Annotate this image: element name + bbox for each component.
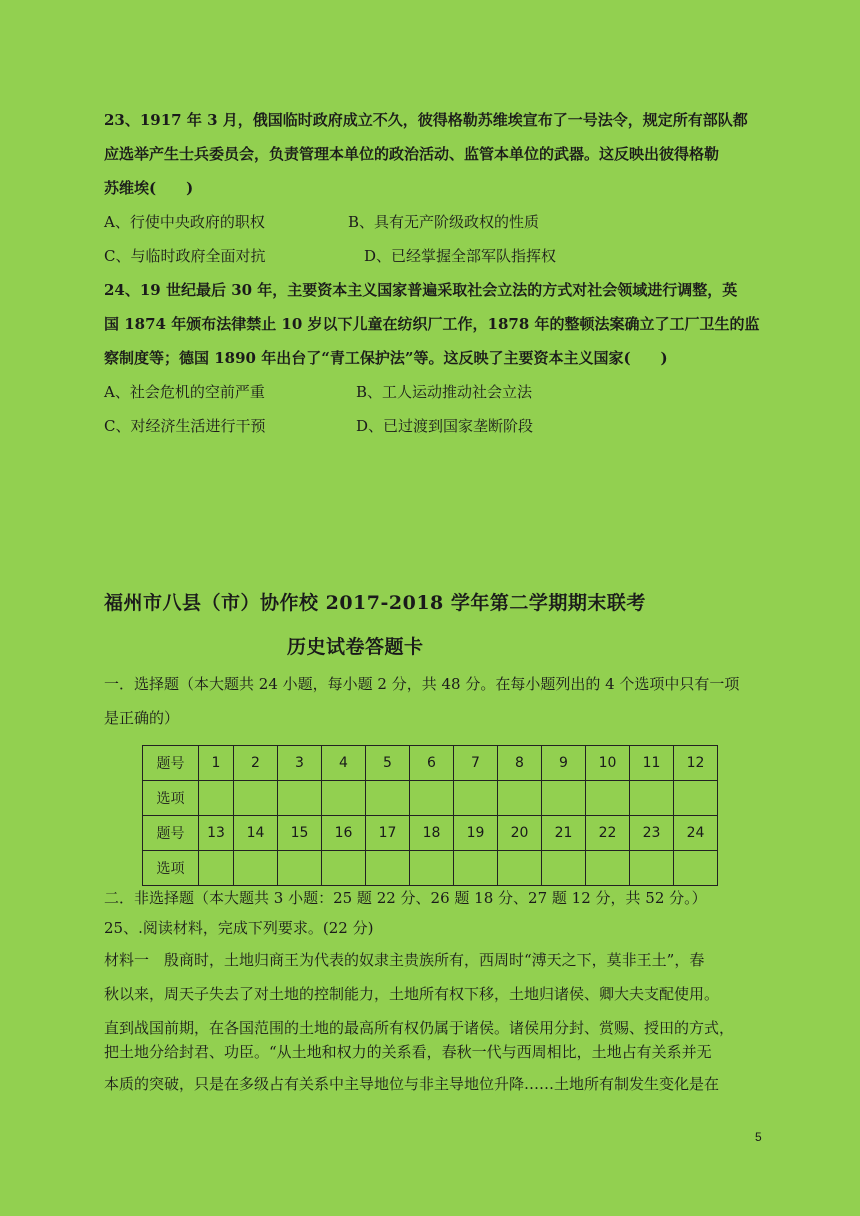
question-number: 4 — [322, 746, 366, 781]
answer-cell[interactable] — [410, 851, 454, 886]
question-number: 14 — [234, 816, 278, 851]
answer-cell[interactable] — [542, 851, 586, 886]
question-number: 10 — [586, 746, 630, 781]
material-line-1: 材料一 殷商时，土地归商王为代表的奴隶主贵族所有，西周时“溥天之下，莫非王土”，春 — [104, 951, 705, 969]
q24-line-2: 国 1874 年颁布法律禁止 10 岁以下儿童在纺织厂工作，1878 年的整顿法案确立了工厂卫生的监 — [104, 315, 760, 333]
answer-row-1 — [143, 781, 718, 816]
question-number: 18 — [410, 816, 454, 851]
number-row-1 — [143, 746, 718, 781]
number-row-2 — [143, 816, 718, 851]
answer-cell[interactable] — [674, 851, 718, 886]
q24-option-c: C、对经济生活进行干预 — [104, 417, 266, 435]
answer-cell[interactable] — [674, 781, 718, 816]
answer-cell[interactable] — [199, 781, 234, 816]
answer-cell[interactable] — [322, 781, 366, 816]
q25-heading: 25、.阅读材料，完成下列要求。(22 分) — [104, 919, 374, 937]
answer-cell[interactable] — [234, 851, 278, 886]
answer-cell[interactable] — [234, 781, 278, 816]
answer-sheet-title: 福州市八县（市）协作校 2017-2018 学年第二学期期末联考 — [104, 592, 646, 614]
row-label: 题号 — [143, 746, 199, 781]
answer-cell[interactable] — [322, 851, 366, 886]
q24-option-b: B、工人运动推动社会立法 — [356, 383, 533, 401]
q23-line-3: 苏维埃( ) — [104, 179, 194, 197]
answer-cell[interactable] — [199, 851, 234, 886]
question-number: 23 — [630, 816, 674, 851]
answer-label: 选项 — [143, 781, 199, 816]
question-number: 15 — [278, 816, 322, 851]
q23-option-d: D、已经掌握全部军队指挥权 — [364, 247, 557, 265]
answer-grid — [142, 745, 718, 886]
answer-sheet-subtitle: 历史试卷答题卡 — [287, 636, 424, 658]
answer-cell[interactable] — [630, 781, 674, 816]
row-label: 题号 — [143, 816, 199, 851]
q24-option-d: D、已过渡到国家垄断阶段 — [356, 417, 534, 435]
question-number: 3 — [278, 746, 322, 781]
q23-line-2: 应选举产生士兵委员会，负责管理本单位的政治活动、监管本单位的武器。这反映出彼得格勒 — [104, 145, 720, 163]
question-number: 6 — [410, 746, 454, 781]
q23-option-a: A、行使中央政府的职权 — [104, 213, 265, 231]
question-number: 2 — [234, 746, 278, 781]
question-number: 7 — [454, 746, 498, 781]
question-number: 19 — [454, 816, 498, 851]
answer-cell[interactable] — [366, 781, 410, 816]
question-number: 24 — [674, 816, 718, 851]
question-number: 8 — [498, 746, 542, 781]
q24-line-1: 24、19 世纪最后 30 年，主要资本主义国家普遍采取社会立法的方式对社会领域进行调整，英 — [104, 281, 738, 299]
material-line-5: 本质的突破，只是在多级占有关系中主导地位与非主导地位升降……土地所有制发生变化是在 — [104, 1075, 720, 1093]
answer-cell[interactable] — [542, 781, 586, 816]
question-number: 22 — [586, 816, 630, 851]
answer-cell[interactable] — [586, 851, 630, 886]
q23-option-b: B、具有无产阶级政权的性质 — [348, 213, 540, 231]
section-1-line-2: 是正确的） — [104, 709, 180, 727]
section-2-heading: 二．非选择题（本大题共 3 小题：25 题 22 分、26 题 18 分、27 题 12 分，共 52 分。） — [104, 889, 707, 907]
q23-option-c: C、与临时政府全面对抗 — [104, 247, 266, 265]
question-number: 17 — [366, 816, 410, 851]
q23-line-1: 23、1917 年 3 月，俄国临时政府成立不久，彼得格勒苏维埃宣布了一号法令，规定所有部队都 — [104, 111, 748, 129]
answer-cell[interactable] — [454, 781, 498, 816]
answer-cell[interactable] — [278, 851, 322, 886]
question-number: 11 — [630, 746, 674, 781]
answer-cell[interactable] — [278, 781, 322, 816]
answer-row-2 — [143, 851, 718, 886]
question-number: 1 — [199, 746, 234, 781]
question-number: 13 — [199, 816, 234, 851]
material-line-2: 秋以来，周天子失去了对土地的控制能力，土地所有权下移，土地归诸侯、卿大夫支配使用。 — [104, 985, 720, 1003]
answer-cell[interactable] — [410, 781, 454, 816]
question-number: 5 — [366, 746, 410, 781]
answer-cell[interactable] — [454, 851, 498, 886]
page-number: 5 — [755, 1130, 762, 1144]
section-1-line-1: 一．选择题（本大题共 24 小题，每小题 2 分，共 48 分。在每小题列出的 4 个选项中只有一项 — [104, 675, 740, 693]
answer-label: 选项 — [143, 851, 199, 886]
question-number: 9 — [542, 746, 586, 781]
material-line-4: 把土地分给封君、功臣。“从土地和权力的关系看，春秋一代与西周相比，土地占有关系并无 — [104, 1043, 712, 1061]
question-number: 20 — [498, 816, 542, 851]
answer-cell[interactable] — [586, 781, 630, 816]
answer-cell[interactable] — [630, 851, 674, 886]
q24-line-3: 察制度等；德国 1890 年出台了“青工保护法”等。这反映了主要资本主义国家( ) — [104, 349, 668, 367]
question-number: 16 — [322, 816, 366, 851]
question-number: 21 — [542, 816, 586, 851]
answer-cell[interactable] — [498, 781, 542, 816]
question-number: 12 — [674, 746, 718, 781]
answer-cell[interactable] — [498, 851, 542, 886]
q24-option-a: A、社会危机的空前严重 — [104, 383, 265, 401]
material-line-3: 直到战国前期，在各国范围的土地的最高所有权仍属于诸侯。诸侯用分封、赏赐、授田的方式， — [104, 1019, 735, 1037]
answer-cell[interactable] — [366, 851, 410, 886]
